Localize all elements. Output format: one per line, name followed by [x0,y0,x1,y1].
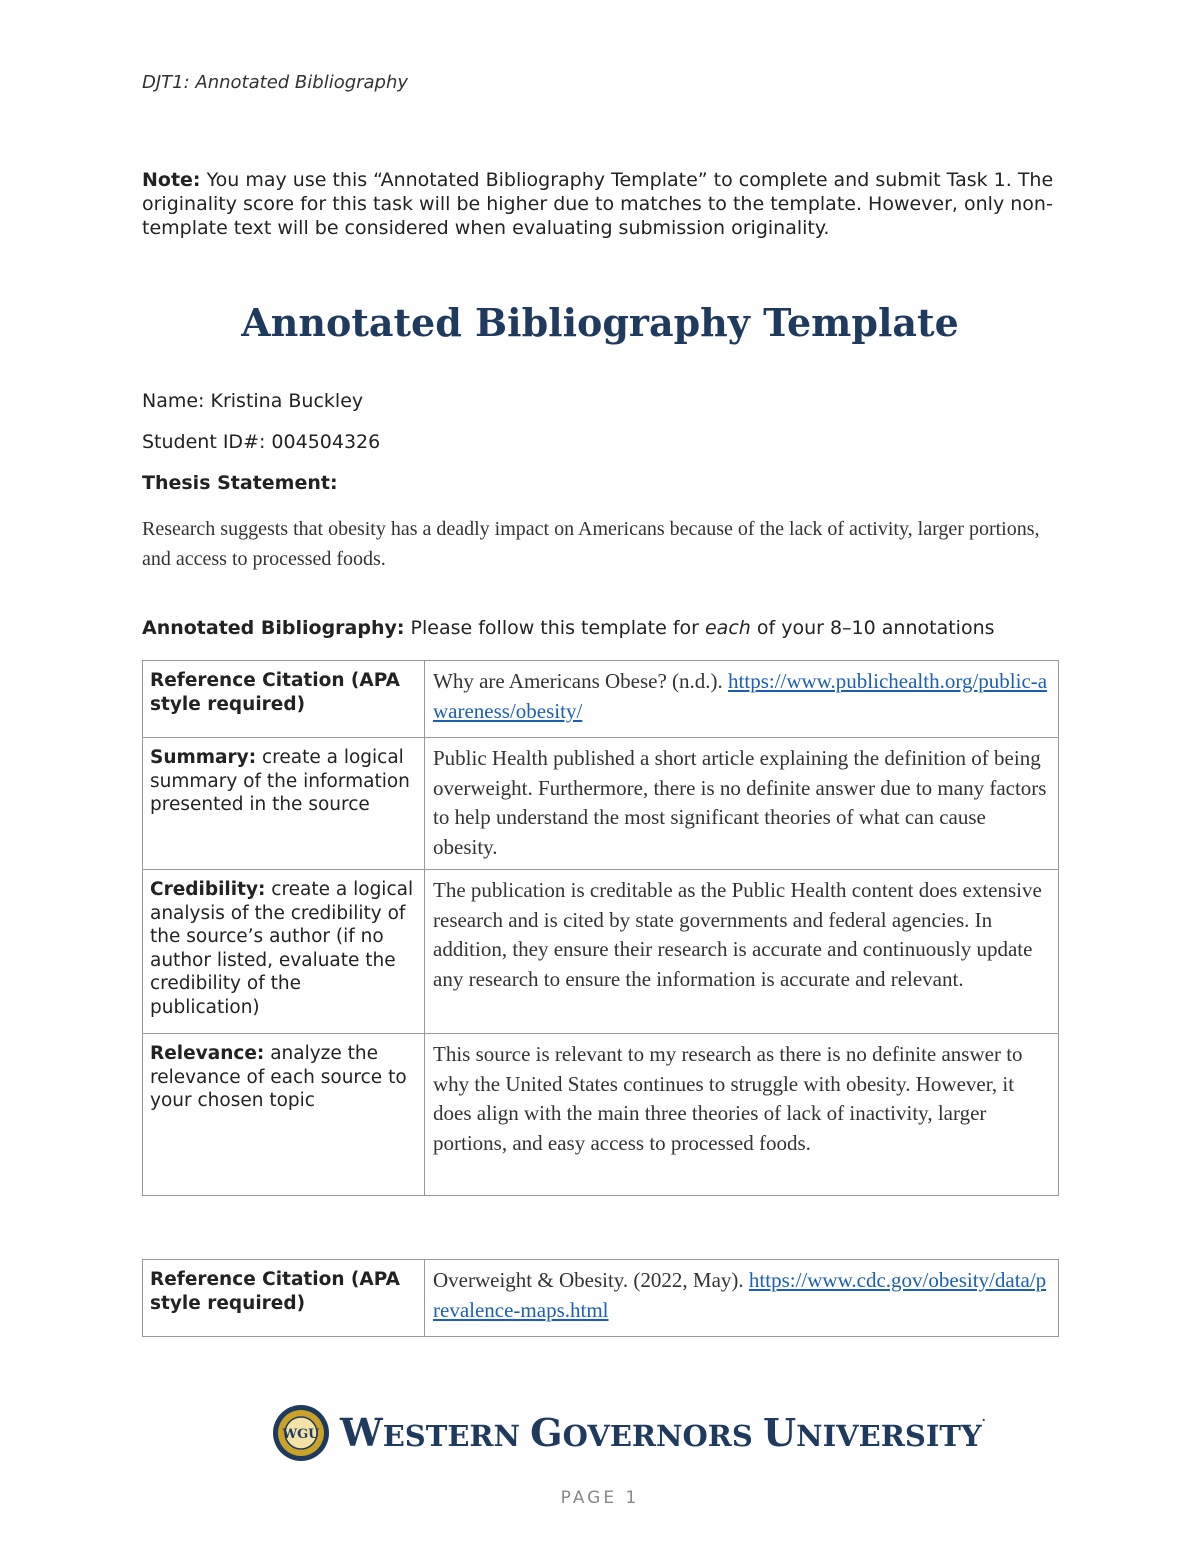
page-number: PAGE 1 [560,1488,640,1508]
note-label: Note: [142,169,201,191]
annotation-table-2 [142,1259,1059,1337]
annotation-table-1 [142,660,1059,1196]
reference-label-text: Reference Citation (APA style required) [150,670,400,715]
table-row [143,870,1059,1034]
relevance-label-text: analyze the relevance of each source to your chosen topic [150,1043,407,1111]
credibility-label-text: create a logical analysis of the credibility of the source’s author (if no author listed, evaluate the credibility of the publication) [150,879,414,1018]
template-note [142,168,1062,240]
table-row [143,1034,1059,1196]
table-row [143,661,1059,738]
relevance-text: This source is relevant to my research as there is no definite answer to why the United States continues to struggle with obesity. However, it does align with the main three theories of lack of inactivity, larger portions, and easy access to processed foods. [425,1034,1059,1196]
reference-label-text: Reference Citation (APA style required) [150,1269,400,1314]
table-row [143,738,1059,870]
summary-label-text: create a logical summary of the information presented in the source [150,747,410,815]
table-row [143,1260,1059,1337]
thesis-label: Thesis Statement: [142,472,338,494]
citation-text: Overweight & Obesity. (2022, May). [433,1268,749,1292]
relevance-label [143,1034,425,1196]
seal-initials: WGU [282,1427,320,1442]
annotated-text-before: Please follow this template for [404,617,705,639]
citation-text: Why are Americans Obese? (n.d.). [433,669,729,693]
reference-label [143,661,425,738]
summary-text: Public Health published a short article explaining the definition of being overweight. Furthermore, there is no definite answer due to many factors to help understand the most significant theories of what can cause obesity. [425,738,1059,870]
thesis-text: Research suggests that obesity has a deadly impact on Americans because of the lack of activity, larger portions, and access to processed foods. [142,518,1040,570]
relevance-label-bold: Relevance: [150,1043,265,1064]
citation-link[interactable]: https://www.cdc.gov/obesity/data/prevalence-maps.html [433,1268,1047,1322]
citation-cell [425,661,1059,738]
annotated-text-after: of your 8–10 annotations [750,617,995,639]
student-id: Student ID#: 004504326 [142,431,381,453]
annotated-emphasis: each [704,617,751,639]
annotated-instructions [142,617,995,639]
citation-link[interactable]: https://www.publichealth.org/public-awareness/obesity/ [433,669,1048,723]
annotated-label: Annotated Bibliography: [142,617,405,639]
citation-cell [425,1260,1059,1337]
wgu-logo [272,1400,986,1462]
wgu-seal-icon [272,1404,330,1462]
note-text: You may use this “Annotated Bibliography Template” to complete and submit Task 1. The originality score for this task will be higher due to matches to the template. However, only non-template text will be considered when evaluating submission originality. [142,169,1054,239]
summary-label [143,738,425,870]
header-title: DJT1: Annotated Bibliography [142,72,409,93]
page-title: Annotated Bibliography Template [241,300,959,345]
wgu-wordmark: WESTERN GOVERNORS UNIVERSITY. [340,1410,986,1455]
credibility-label [143,870,425,1034]
student-name: Name: Kristina Buckley [142,390,364,412]
reference-label [143,1260,425,1337]
summary-label-bold: Summary: [150,747,257,768]
credibility-label-bold: Credibility: [150,879,266,900]
credibility-text: The publication is creditable as the Public Health content does extensive research and is cited by state governments and federal agencies. In addition, they ensure their research is accurate and continuously update any research to ensure the information is accurate and relevant. [425,870,1059,1034]
